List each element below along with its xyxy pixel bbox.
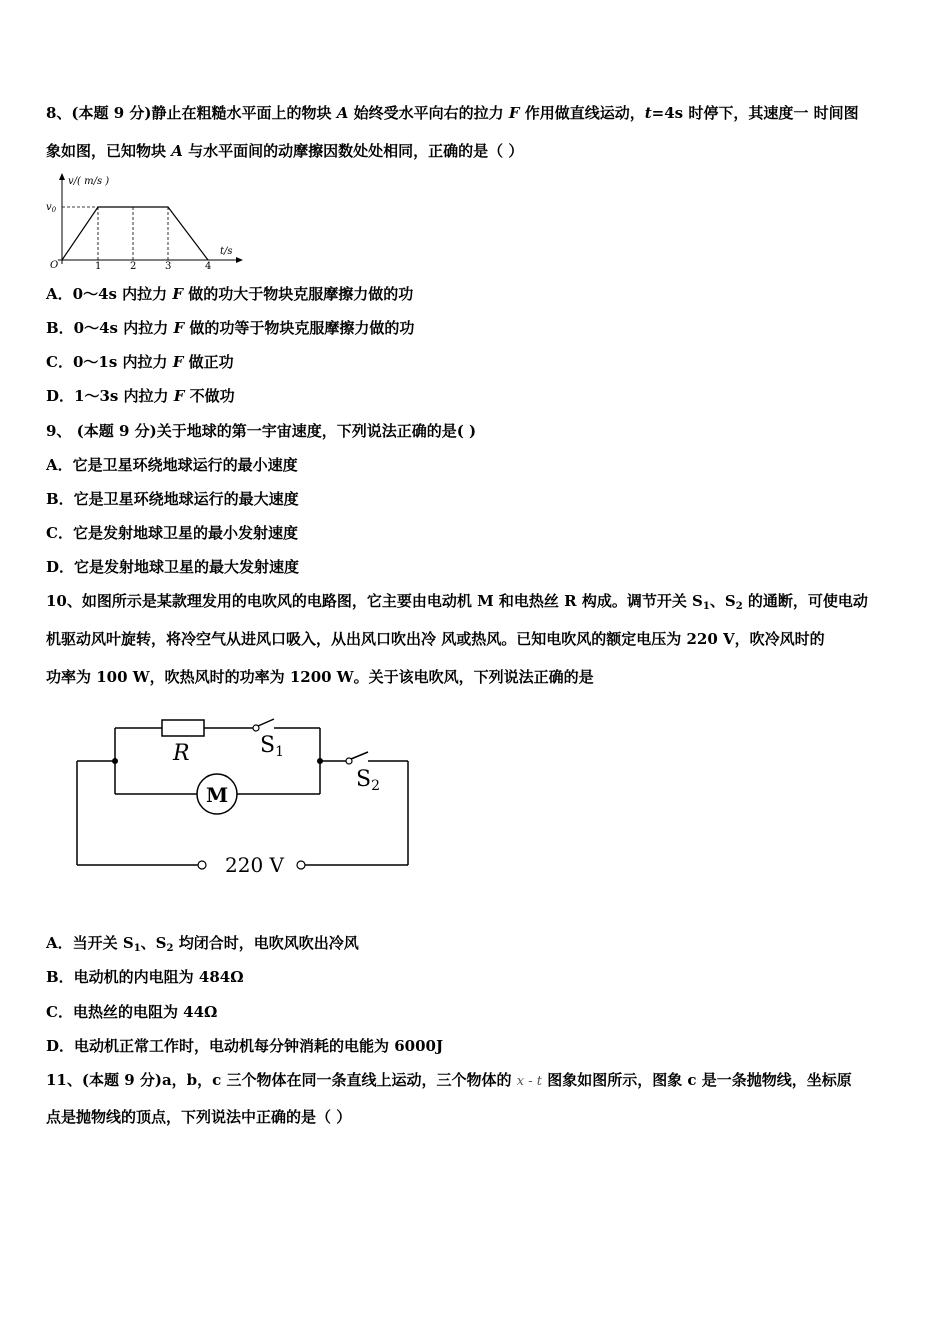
graph-xlabel: t/s bbox=[220, 246, 233, 257]
q10-option-d: D．电动机正常工作时，电动机每分钟消耗的电能为 6000J bbox=[46, 1037, 444, 1055]
q8-velocity-time-graph bbox=[44, 170, 244, 272]
q11-stem-line1: 11、(本题 9 分)a，b，c 三个物体在同一条直线上运动，三个物体的 x - t 图象如图所示，图象 c 是一条抛物线，坐标原 bbox=[46, 1071, 852, 1089]
switch-s2 bbox=[351, 752, 368, 759]
graph-ylabel: v/( m/s ) bbox=[68, 176, 110, 187]
q10-option-a: A．当开关 $S_1$、$S_2$ 均闭合时，电吹风吹出冷风 bbox=[46, 934, 359, 954]
graph-tick-1: 1 bbox=[95, 261, 102, 272]
graph-tick-2: 2 bbox=[130, 261, 137, 272]
q10-option-b: B．电动机的内电阻为 484Ω bbox=[46, 968, 244, 986]
graph-tick-4: 4 bbox=[205, 261, 212, 272]
resistor-r bbox=[162, 720, 204, 736]
q8-stem-line1: 8、(本题 9 分)静止在粗糙水平面上的物块 A 始终受水平向右的拉力 F 作用做直线运动，t=4s 时停下，其速度一 时间图 bbox=[46, 104, 859, 122]
graph-origin: O bbox=[50, 260, 59, 271]
q9-option-a: A．它是卫星环绕地球运行的最小速度 bbox=[46, 456, 298, 474]
resistor-label: R bbox=[173, 741, 190, 766]
switch-s2-label: S2 bbox=[356, 767, 380, 794]
switch-s1-label: S1 bbox=[260, 733, 284, 760]
q9-option-b: B．它是卫星环绕地球运行的最大速度 bbox=[46, 490, 299, 508]
q10-circuit-diagram bbox=[70, 712, 420, 880]
q9-option-d: D．它是发射地球卫星的最大发射速度 bbox=[46, 558, 300, 576]
q11-stem-line2: 点是抛物线的顶点，下列说法中正确的是（ ） bbox=[46, 1108, 352, 1126]
q8-option-d: D．1～3s 内拉力 F 不做功 bbox=[46, 387, 235, 405]
q10-stem-line2: 机驱动风叶旋转，将冷空气从进风口吸入，从出风口吹出冷 风或热风。已知电吹风的额定电压为 220 V，吹冷风时的 bbox=[46, 630, 825, 648]
q9-option-c: C．它是发射地球卫星的最小发射速度 bbox=[46, 524, 298, 542]
graph-tick-3: 3 bbox=[165, 261, 172, 272]
q9-stem: 9、 (本题 9 分)关于地球的第一宇宙速度，下列说法正确的是( ) bbox=[46, 422, 477, 440]
q10-stem-line3: 功率为 100 W，吹热风时的功率为 1200 W。关于该电吹风，下列说法正确的是 bbox=[46, 668, 594, 686]
q8-stem-line2: 象如图，已知物块 A 与水平面间的动摩擦因数处处相同，正确的是（ ） bbox=[46, 142, 524, 160]
switch-s1 bbox=[258, 719, 274, 726]
graph-v0-label: $v_0$ bbox=[46, 202, 57, 214]
voltage-label: 220 V bbox=[225, 853, 284, 877]
q8-option-c: C．0～1s 内拉力 F 做正功 bbox=[46, 353, 234, 371]
motor-label: M bbox=[206, 783, 229, 807]
q8-option-b: B．0～4s 内拉力 F 做的功等于物块克服摩擦力做的功 bbox=[46, 319, 415, 337]
q10-stem-line1: 10、如图所示是某款理发用的电吹风的电路图，它主要由电动机 M 和电热丝 R 构成。调节开关 $S_1$、$S_2$ 的通断，可使电动 bbox=[46, 592, 868, 612]
q8-option-a: A．0～4s 内拉力 F 做的功大于物块克服摩擦力做的功 bbox=[46, 285, 414, 303]
q10-option-c: C．电热丝的电阻为 44Ω bbox=[46, 1003, 218, 1021]
